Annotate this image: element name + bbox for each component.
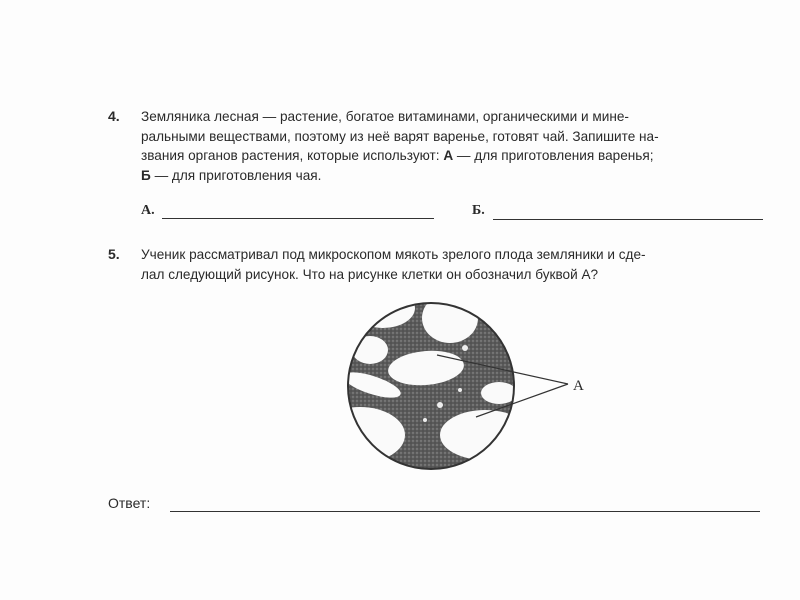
- bold-b: Б: [141, 167, 151, 183]
- answer-a-label: А.: [141, 203, 155, 218]
- vacuole: [352, 336, 388, 364]
- task-4-number: 4.: [108, 108, 120, 124]
- bold-a: А: [443, 148, 454, 163]
- vacuole: [315, 407, 405, 463]
- task-4-line-3-text: звания органов растения, которые используют:: [141, 148, 444, 163]
- answer-line[interactable]: [170, 511, 760, 512]
- answer-label: Ответ:: [108, 495, 151, 511]
- vacuole: [422, 293, 478, 343]
- task-4-line-3-rest: — для приготовления варенья;: [453, 148, 654, 163]
- task-4-line-1: Земляника лесная — растение, богатое витаминами, органическими и мине-: [141, 109, 629, 124]
- vacuole: [440, 410, 530, 460]
- answer-b-label: Б.: [472, 203, 485, 218]
- task-5-line-1: Ученик рассматривал под микроскопом мякоть зрелого плода земляники и сде-: [141, 247, 646, 262]
- task-4-line-2: ральными веществами, поэтому из неё варят варенье, готовят чай. Запишите на-: [141, 128, 659, 144]
- figure-label-a: A: [573, 378, 584, 394]
- vacuole: [481, 382, 517, 404]
- task-4-line-4-text: — для приготовления чая.: [154, 167, 322, 183]
- task-5-line-2: лал следующий рисунок. Что на рисунке клетки он обозначил буквой А?: [141, 266, 599, 282]
- task-5-number: 5.: [108, 246, 120, 262]
